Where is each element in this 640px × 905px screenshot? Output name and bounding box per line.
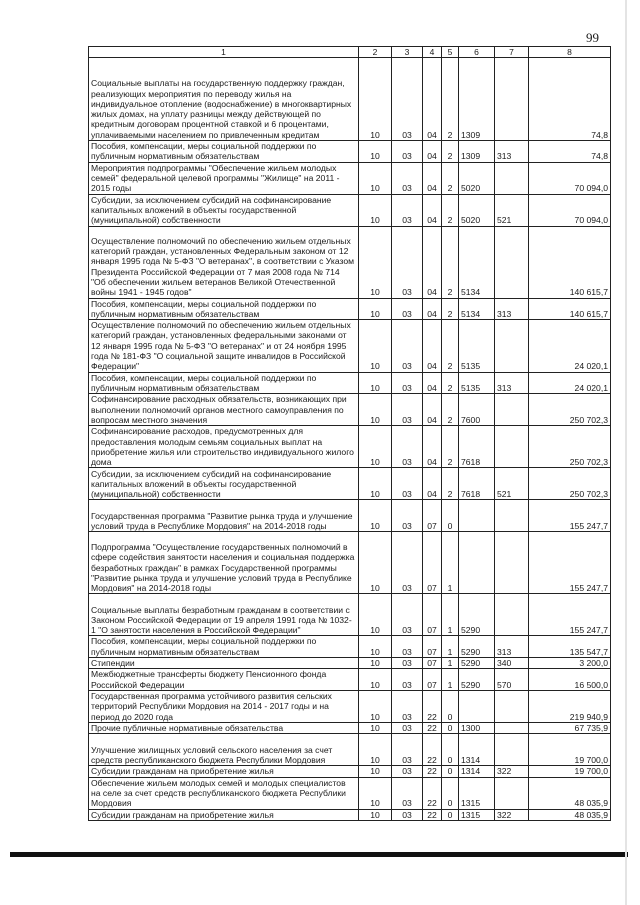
table-row [89,226,611,298]
code-subsection: 03 [392,594,423,636]
code-subsection: 03 [392,777,423,809]
code-expense-type [495,734,529,766]
amount: 48 035,9 [529,809,611,820]
code-program: 04 [423,426,442,468]
code-direction: 5020 [459,162,495,194]
code-subprogram: 2 [442,298,459,320]
code-subprogram: 0 [442,777,459,809]
code-subsection: 03 [392,669,423,691]
code-program: 04 [423,298,442,320]
code-direction [459,690,495,722]
table-row [89,194,611,226]
amount: 16 500,0 [529,669,611,691]
code-subsection: 03 [392,372,423,394]
code-subsection: 03 [392,468,423,500]
header-col-7: 7 [495,47,529,58]
code-subprogram: 1 [442,532,459,594]
code-subprogram: 2 [442,320,459,372]
code-direction: 1315 [459,777,495,809]
table-body [89,58,611,821]
budget-item-name: Субсидии гражданам на приобретение жилья [89,766,359,777]
code-expense-type [495,226,529,298]
code-section: 10 [359,777,392,809]
code-direction: 5135 [459,320,495,372]
code-section: 10 [359,690,392,722]
budget-item-name: Софинансирование расходов, предусмотренных для предоставления молодым семьям социальных выплат на приобретение жилья или строительство индивидуального жилого дома [89,426,359,468]
code-subprogram: 1 [442,658,459,669]
budget-item-name: Пособия, компенсации, меры социальной поддержки по публичным нормативным обязательствам [89,298,359,320]
amount: 74,8 [529,141,611,163]
table-row [89,669,611,691]
bottom-scan-bar [10,852,628,857]
code-subsection: 03 [392,658,423,669]
code-program: 22 [423,766,442,777]
code-expense-type: 570 [495,669,529,691]
code-expense-type: 313 [495,141,529,163]
budget-item-name: Осуществление полномочий по обеспечению жильем отдельных категорий граждан, установленных федеральными законами от 12 января 1995 года № 5-ФЗ "О ветеранах" и от 24 ноября 1995 года № 181-ФЗ "О социальной защите инвалидов в Российской Федерации" [89,320,359,372]
header-col-8: 8 [529,47,611,58]
amount: 24 020,1 [529,372,611,394]
table-row [89,658,611,669]
code-program: 07 [423,636,442,658]
code-program: 22 [423,734,442,766]
budget-item-name: Пособия, компенсации, меры социальной поддержки по публичным нормативным обязательствам [89,636,359,658]
table-row [89,58,611,141]
code-direction [459,500,495,532]
header-col-1: 1 [89,47,359,58]
code-program: 07 [423,658,442,669]
code-subprogram: 0 [442,809,459,820]
table-row [89,809,611,820]
code-program: 04 [423,468,442,500]
code-subprogram: 2 [442,394,459,426]
table-row [89,298,611,320]
code-expense-type: 521 [495,194,529,226]
table-row [89,777,611,809]
code-subprogram: 2 [442,226,459,298]
code-section: 10 [359,141,392,163]
amount: 250 702,3 [529,468,611,500]
code-direction: 5134 [459,298,495,320]
code-subsection: 03 [392,194,423,226]
table-row [89,372,611,394]
code-program: 22 [423,722,442,733]
code-subsection: 03 [392,58,423,141]
code-subprogram: 2 [442,162,459,194]
code-section: 10 [359,809,392,820]
code-subprogram: 1 [442,594,459,636]
code-subprogram: 1 [442,669,459,691]
table-row [89,734,611,766]
budget-item-name: Государственная программа "Развитие рынка труда и улучшение условий труда в Республике Мордовия" на 2014-2018 годы [89,500,359,532]
code-expense-type: 313 [495,298,529,320]
page-edge-shadow [625,0,627,905]
code-section: 10 [359,636,392,658]
code-program: 22 [423,690,442,722]
header-col-6: 6 [459,47,495,58]
code-program: 04 [423,394,442,426]
budget-item-name: Подпрограмма "Осуществление государственных полномочий в сфере содействия занятости населения и социальная поддержка безработных граждан" в рамках Государственной программы "Развитие рынка труда и улучшение условий труда в Республике Мордовия" на 2014-2018 годы [89,532,359,594]
code-section: 10 [359,722,392,733]
amount: 250 702,3 [529,394,611,426]
code-direction: 1314 [459,734,495,766]
code-subsection: 03 [392,722,423,733]
code-program: 07 [423,500,442,532]
amount: 155 247,7 [529,500,611,532]
code-section: 10 [359,194,392,226]
code-section: 10 [359,394,392,426]
code-subprogram: 2 [442,194,459,226]
amount: 135 547,7 [529,636,611,658]
code-section: 10 [359,658,392,669]
code-section: 10 [359,58,392,141]
code-direction: 7618 [459,426,495,468]
table-row [89,766,611,777]
amount: 219 940,9 [529,690,611,722]
table-row [89,426,611,468]
page-number: 99 [586,30,599,45]
header-col-5: 5 [442,47,459,58]
code-direction: 1314 [459,766,495,777]
budget-item-name: Социальные выплаты на государственную поддержку граждан, реализующих мероприятия по переводу жилья на индивидуальное отопление (водоснабжение) в многоквартирных жилых домах, на уплату разницы между действующей по кредитным договорам процентной ставкой и 6 процентами, уплачиваемыми населением по привлеченным кредитам [89,58,359,141]
header-col-3: 3 [392,47,423,58]
code-subprogram: 2 [442,372,459,394]
code-expense-type [495,594,529,636]
code-subprogram: 2 [442,141,459,163]
code-direction [459,532,495,594]
code-subprogram: 0 [442,734,459,766]
code-direction: 1315 [459,809,495,820]
amount: 70 094,0 [529,162,611,194]
budget-item-name: Пособия, компенсации, меры социальной поддержки по публичным нормативным обязательствам [89,141,359,163]
budget-item-name: Обеспечение жильем молодых семей и молодых специалистов на селе за счет средств республиканского бюджета Республики Мордовия [89,777,359,809]
budget-item-name: Стипендии [89,658,359,669]
code-subsection: 03 [392,532,423,594]
code-subprogram: 0 [442,500,459,532]
table-row [89,500,611,532]
code-section: 10 [359,594,392,636]
code-expense-type [495,58,529,141]
budget-item-name: Субсидии, за исключением субсидий на софинансирование капитальных вложений в объекты государственной (муниципальной) собственности [89,194,359,226]
code-direction: 5020 [459,194,495,226]
code-section: 10 [359,162,392,194]
table-row [89,594,611,636]
code-subprogram: 1 [442,636,459,658]
code-program: 07 [423,669,442,691]
code-subprogram: 0 [442,690,459,722]
table-row [89,162,611,194]
budget-table [88,46,611,821]
code-section: 10 [359,320,392,372]
code-program: 04 [423,58,442,141]
amount: 74,8 [529,58,611,141]
code-expense-type: 340 [495,658,529,669]
code-subsection: 03 [392,162,423,194]
code-expense-type [495,777,529,809]
table-row [89,394,611,426]
code-subprogram: 2 [442,58,459,141]
table-row [89,320,611,372]
amount: 140 615,7 [529,298,611,320]
code-program: 04 [423,162,442,194]
code-expense-type [495,690,529,722]
code-section: 10 [359,426,392,468]
amount: 250 702,3 [529,426,611,468]
code-direction: 5134 [459,226,495,298]
code-subsection: 03 [392,298,423,320]
code-section: 10 [359,500,392,532]
budget-item-name: Субсидии, за исключением субсидий на софинансирование капитальных вложений в объекты государственной (муниципальной) собственности [89,468,359,500]
amount: 19 700,0 [529,766,611,777]
code-subsection: 03 [392,226,423,298]
code-subsection: 03 [392,500,423,532]
code-section: 10 [359,468,392,500]
code-expense-type [495,532,529,594]
code-section: 10 [359,532,392,594]
table-row [89,690,611,722]
table-row [89,468,611,500]
amount: 24 020,1 [529,320,611,372]
code-direction: 5135 [459,372,495,394]
budget-item-name: Прочие публичные нормативные обязательства [89,722,359,733]
code-direction: 5290 [459,669,495,691]
code-section: 10 [359,298,392,320]
table-row [89,636,611,658]
code-program: 04 [423,194,442,226]
code-subprogram: 0 [442,766,459,777]
budget-item-name: Улучшение жилищных условий сельского населения за счет средств республиканского бюджета Республики Мордовия [89,734,359,766]
table-header-row [89,47,611,58]
code-subsection: 03 [392,766,423,777]
code-program: 04 [423,320,442,372]
code-direction: 1309 [459,141,495,163]
code-expense-type [495,426,529,468]
table-row [89,722,611,733]
amount: 67 735,9 [529,722,611,733]
code-subprogram: 0 [442,722,459,733]
code-program: 04 [423,372,442,394]
code-section: 10 [359,734,392,766]
header-col-4: 4 [423,47,442,58]
budget-item-name: Социальные выплаты безработным гражданам в соответствии с Законом Российской Федерации от 19 апреля 1991 года № 1032-1 "О занятости населения в Российской Федерации" [89,594,359,636]
header-col-2: 2 [359,47,392,58]
code-expense-type: 521 [495,468,529,500]
code-subsection: 03 [392,320,423,372]
code-expense-type [495,162,529,194]
amount: 70 094,0 [529,194,611,226]
table-row [89,532,611,594]
code-subprogram: 2 [442,468,459,500]
code-program: 22 [423,809,442,820]
code-section: 10 [359,372,392,394]
code-subsection: 03 [392,690,423,722]
budget-item-name: Пособия, компенсации, меры социальной поддержки по публичным нормативным обязательствам [89,372,359,394]
code-direction: 7600 [459,394,495,426]
code-expense-type [495,394,529,426]
amount: 3 200,0 [529,658,611,669]
amount: 155 247,7 [529,594,611,636]
table-row [89,141,611,163]
code-subsection: 03 [392,734,423,766]
budget-item-name: Субсидии гражданам на приобретение жилья [89,809,359,820]
code-subsection: 03 [392,426,423,468]
budget-item-name: Межбюджетные трансферты бюджету Пенсионного фонда Российской Федерации [89,669,359,691]
code-section: 10 [359,669,392,691]
code-direction: 5290 [459,636,495,658]
code-expense-type: 313 [495,636,529,658]
code-program: 22 [423,777,442,809]
code-direction: 1309 [459,58,495,141]
code-expense-type: 322 [495,766,529,777]
budget-item-name: Мероприятия подпрограммы "Обеспечение жильем молодых семей" федеральной целевой программы "Жилище" на 2011 - 2015 годы [89,162,359,194]
code-subsection: 03 [392,809,423,820]
code-expense-type: 313 [495,372,529,394]
code-subsection: 03 [392,636,423,658]
amount: 19 700,0 [529,734,611,766]
code-expense-type [495,500,529,532]
code-expense-type: 322 [495,809,529,820]
code-subprogram: 2 [442,426,459,468]
code-section: 10 [359,226,392,298]
code-program: 07 [423,532,442,594]
code-direction: 5290 [459,658,495,669]
code-program: 04 [423,141,442,163]
amount: 48 035,9 [529,777,611,809]
budget-item-name: Осуществление полномочий по обеспечению жильем отдельных категорий граждан, установленных Федеральным законом от 12 января 1995 года № 5-ФЗ "О ветеранах", в соответствии с Указом Президента Российской Федерации от 7 мая 2008 года № 714 "Об обеспечении жильем ветеранов Великой Отечественной войны 1941 - 1945 годов" [89,226,359,298]
amount: 140 615,7 [529,226,611,298]
code-direction: 7618 [459,468,495,500]
code-section: 10 [359,766,392,777]
code-program: 07 [423,594,442,636]
code-expense-type [495,320,529,372]
budget-item-name: Государственная программа устойчивого развития сельских территорий Республики Мордовия на 2014 - 2017 годы и на период до 2020 года [89,690,359,722]
code-subsection: 03 [392,394,423,426]
amount: 155 247,7 [529,532,611,594]
code-direction: 5290 [459,594,495,636]
budget-item-name: Софинансирование расходных обязательств, возникающих при выполнении полномочий органов местного самоуправления по вопросам местного значения [89,394,359,426]
code-subsection: 03 [392,141,423,163]
code-direction: 1300 [459,722,495,733]
code-program: 04 [423,226,442,298]
code-expense-type [495,722,529,733]
